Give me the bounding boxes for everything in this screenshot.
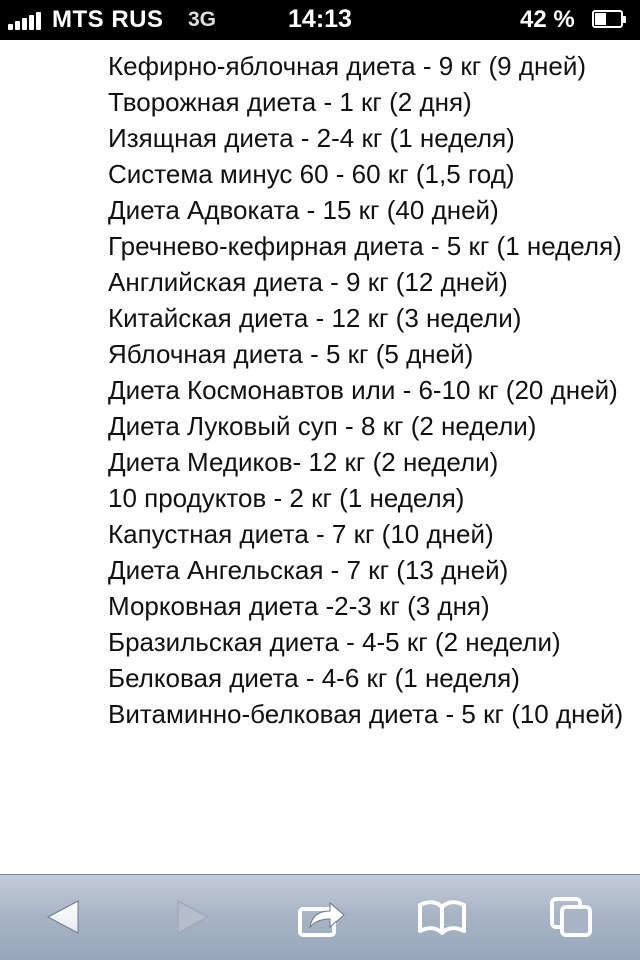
diet-list-item: Изящная диета - 2-4 кг (1 неделя) [108,123,515,153]
carrier-name: MTS RUS [52,6,164,33]
tabs-button[interactable] [540,885,604,949]
diet-list-item: Витаминно-белковая диета - 5 кг (10 дней) [108,699,624,729]
forward-button[interactable] [160,885,224,949]
battery-percent: 42 % [520,6,575,33]
diet-list-item: Диета Космонавтов или - 6-10 кг (20 дней) [108,375,618,405]
diet-list-item: Диета Луковый суп - 8 кг (2 недели) [108,411,537,441]
battery-icon [592,10,628,30]
status-bar [0,0,640,40]
forward-arrow-icon [172,897,212,937]
bookmarks-book-icon [416,897,468,937]
browser-toolbar [0,874,640,960]
diet-list-item: Диета Ангельская - 7 кг (13 дней) [108,555,509,585]
web-page-content[interactable] [0,40,640,874]
diet-list-item: Диета Адвоката - 15 кг (40 дней) [108,195,499,225]
share-button[interactable] [290,885,354,949]
diet-list-item: Капустная диета - 7 кг (10 дней) [108,519,494,549]
diet-list-item: Кефирно-яблочная диета - 9 кг (9 дней) [108,51,587,81]
tabs-pages-icon [548,895,596,939]
diet-list-item: Морковная диета -2-3 кг (3 дня) [108,591,490,621]
network-type: 3G [188,8,217,31]
clock: 14:13 [288,5,352,33]
diet-list-item: Китайская диета - 12 кг (3 недели) [108,303,522,333]
diet-list-item: 10 продуктов - 2 кг (1 неделя) [108,483,465,513]
diet-list-item: Система минус 60 - 60 кг (1,5 год) [108,159,515,189]
share-icon [296,895,348,939]
battery-fill [595,13,606,25]
bookmarks-button[interactable] [410,885,474,949]
diet-list-item: Диета Медиков- 12 кг (2 недели) [108,447,499,477]
diet-list-item: Творожная диета - 1 кг (2 дня) [108,87,472,117]
back-button[interactable] [32,885,96,949]
diet-list-item: Бразильская диета - 4-5 кг (2 недели) [108,627,561,657]
diet-list-item: Яблочная диета - 5 кг (5 дней) [108,339,474,369]
back-arrow-icon [44,897,84,937]
diet-list-item: Белковая диета - 4-6 кг (1 неделя) [108,663,520,693]
diet-list-item: Английская диета - 9 кг (12 дней) [108,267,508,297]
diet-list [0,40,630,732]
diet-list-item: Гречнево-кефирная диета - 5 кг (1 неделя) [108,231,622,261]
